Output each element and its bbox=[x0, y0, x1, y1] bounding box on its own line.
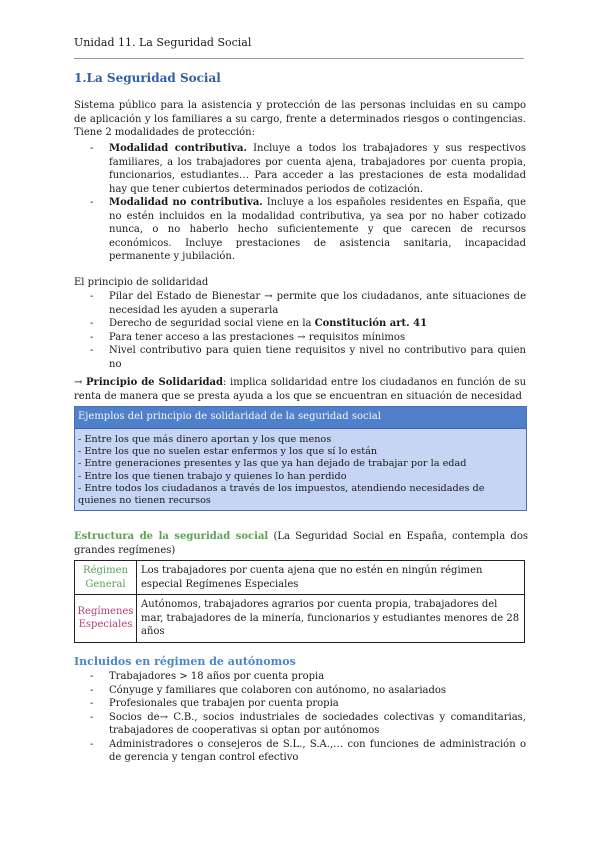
regime-label: Regímenes Especiales bbox=[75, 595, 137, 643]
list-item: - Socios de→ C.B., socios industriales de sociedades colectivas y comanditarias, trabajadores de cooperativas si optan por autónomos bbox=[90, 711, 526, 736]
list-item: - Modalidad no contributiva. Incluye a los españoles residentes en España, que no estén incluidos en la modalidad contributiva, ya sea por no haber cotizado nunca, o no haberlo hecho suficientemente y que carecen de recursos económicos. Incluye prestaciones de asistencia sanitaria, incapacidad permanente y jubilación. bbox=[90, 197, 526, 262]
examples-box-header: Ejemplos del principio de solidaridad de la seguridad social bbox=[75, 407, 526, 429]
example-item: - Entre los que tienen trabajo y quienes lo han perdido bbox=[78, 470, 347, 482]
list-marker: - bbox=[90, 143, 94, 154]
regime-label: Régimen General bbox=[75, 561, 137, 595]
example-item: - Entre los que no suelen estar enfermos y los que sí lo están bbox=[78, 446, 378, 458]
regime-description: Autónomos, trabajadores agrarios por cuenta propia, trabajadores del mar, trabajadores de la minería, funcionarios y estudiantes menores de 28 años bbox=[137, 595, 525, 643]
regime-description: Los trabajadores por cuenta ajena que no estén en ningún régimen especial Regímenes Especiales bbox=[137, 561, 525, 595]
list-marker: - bbox=[90, 711, 94, 723]
example-item: - Entre generaciones presentes y las que ya han dejado de trabajar por la edad bbox=[78, 458, 467, 470]
list-marker: - bbox=[90, 684, 94, 696]
list-marker: - bbox=[90, 331, 94, 343]
solidarity-intro: El principio de solidaridad bbox=[74, 277, 209, 288]
list-item: - Pilar del Estado de Bienestar → permite que los ciudadanos, ante situaciones de necesidad les ayuden a superarla bbox=[90, 291, 526, 316]
structure-title: Estructura de la seguridad social bbox=[74, 531, 269, 542]
examples-box bbox=[74, 406, 527, 511]
list-item: - Profesionales que trabajen por cuenta propia bbox=[90, 698, 339, 709]
header-rule bbox=[74, 58, 524, 59]
table-row bbox=[75, 595, 525, 643]
list-marker: - bbox=[90, 671, 94, 682]
table-row bbox=[75, 561, 525, 595]
list-marker: - bbox=[90, 291, 94, 302]
structure-subtitle: (La Seguridad Social en España, contempla dos grandes regímenes) bbox=[74, 531, 528, 556]
regimes-table bbox=[74, 560, 525, 643]
list-marker: - bbox=[90, 318, 94, 329]
list-marker: - bbox=[90, 738, 94, 750]
autonomos-title: Incluidos en régimen de autónomos bbox=[74, 655, 296, 668]
list-marker: - bbox=[90, 698, 94, 709]
list-item: - Nivel contributivo para quien tiene requisitos y nivel no contributivo para quien no bbox=[90, 345, 526, 370]
solidarity-list bbox=[74, 290, 526, 371]
examples-box-body bbox=[75, 429, 526, 510]
example-item: - Entre todos los ciudadanos a través de los impuestos, atendiendo necesidades de quienes no tienen recursos bbox=[78, 482, 485, 507]
list-marker: - bbox=[90, 197, 94, 208]
intro-paragraph: Sistema público para la asistencia y protección de las personas incluidas en su campo de aplicación y los familiares a su cargo, frente a determinados riesgos o contingencias. Tiene 2 modalidades de protección: bbox=[74, 100, 526, 138]
list-item: - Para tener acceso a las prestaciones → requisitos mínimos bbox=[90, 331, 406, 343]
example-item: - Entre los que más dinero aportan y los que menos bbox=[78, 434, 332, 445]
list-item: - Trabajadores > 18 años por cuenta propia bbox=[90, 671, 325, 682]
structure-heading bbox=[74, 530, 528, 558]
list-item: - Cónyuge y familiares que colaboren con autónomo, no asalariados bbox=[90, 684, 447, 696]
list-marker: - bbox=[90, 345, 94, 356]
list-item: - Modalidad contributiva. Incluye a todos los trabajadores y sus respectivos familiares, a los trabajadores por cuenta ajena, trabajadores por cuenta propia, funcionarios, estudiantes… Para acceder a las prestaciones de esta modalidad hay que tener cubiertos determinados periodos de cotización. bbox=[90, 143, 527, 195]
list-item: - Administradores o consejeros de S.L., S.A.,… con funciones de administración o de gerencia y tengan control efectivo bbox=[90, 738, 526, 763]
modalities-list bbox=[74, 142, 526, 264]
running-header: Unidad 11. La Seguridad Social bbox=[74, 36, 252, 49]
list-item: - Derecho de seguridad social viene en la Constitución art. 41 bbox=[90, 318, 428, 329]
autonomos-list bbox=[74, 670, 526, 765]
section-title: 1.La Seguridad Social bbox=[74, 71, 221, 85]
solidarity-principle: → Principio de Solidaridad: implica solidaridad entre los ciudadanos en función de su renta de manera que se presta ayuda a los que se encuentran en situación de necesidad bbox=[74, 377, 527, 402]
